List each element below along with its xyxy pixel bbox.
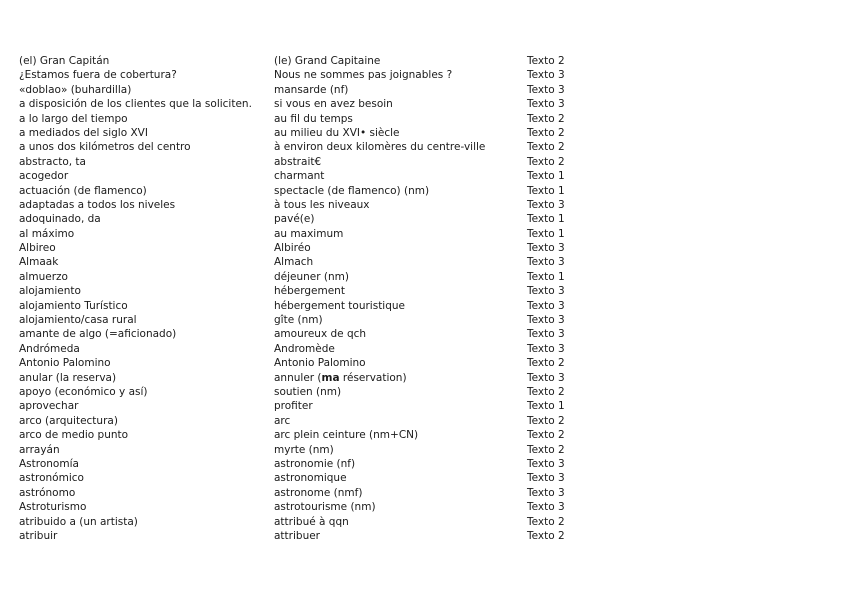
spanish-term: (el) Gran Capitán: [19, 55, 110, 67]
french-term: abstrait€: [274, 155, 322, 168]
texto-reference: Texto 3: [527, 69, 565, 82]
spanish-term: aprovechar: [19, 400, 79, 413]
texto-reference: Texto 3: [527, 242, 565, 255]
table-row: [19, 68, 639, 82]
spanish-term: Antonio Palomino: [19, 357, 111, 370]
french-term: gîte (nm): [274, 314, 323, 327]
spanish-term: arco de medio punto: [19, 429, 129, 442]
french-term: au maximum: [274, 227, 344, 240]
spanish-term: ¿Estamos fuera de cobertura?: [19, 69, 177, 82]
french-term: Albiréo: [274, 242, 311, 255]
table-row: [19, 385, 639, 399]
table-row: [19, 184, 639, 198]
spanish-term: Astroturismo: [19, 501, 87, 514]
french-term: charmant: [274, 170, 325, 183]
spanish-term: a unos dos kilómetros del centro: [19, 141, 191, 154]
texto-reference: Texto 3: [527, 98, 565, 111]
texto-reference: Texto 2: [527, 515, 565, 528]
french-term: à environ deux kilomères du centre-ville: [274, 141, 486, 154]
spanish-term: Almaak: [19, 256, 59, 269]
texto-reference: Texto 2: [527, 112, 565, 125]
french-term: astronomie (nf): [274, 457, 356, 470]
texto-reference: Texto 3: [527, 457, 565, 470]
texto-reference: Texto 2: [527, 155, 565, 168]
spanish-term: a lo largo del tiempo: [19, 112, 128, 125]
spanish-term: arrayán: [19, 443, 60, 456]
texto-reference: Texto 1: [527, 213, 565, 226]
texto-reference: Texto 3: [527, 83, 565, 96]
table-row: [19, 140, 639, 154]
french-term: mansarde (nf): [274, 83, 349, 96]
spanish-term: abstracto, ta: [19, 155, 86, 168]
table-row: [19, 212, 639, 226]
spanish-term: a mediados del siglo XVI: [19, 126, 148, 139]
french-term: à tous les niveaux: [274, 198, 370, 211]
texto-reference: Texto 2: [527, 357, 565, 370]
table-row: [19, 255, 639, 269]
french-term: myrte (nm): [274, 443, 334, 456]
spanish-term: actuación (de flamenco): [19, 184, 147, 197]
french-term-emphasis: ma: [321, 371, 340, 384]
french-term: attribuer: [274, 529, 320, 542]
french-term: si vous en avez besoin: [274, 98, 393, 111]
french-term: au fil du temps: [274, 112, 353, 125]
spanish-term: alojamiento: [19, 285, 81, 298]
french-term: (le) Grand Capitaine: [274, 55, 381, 67]
table-row: [19, 471, 639, 485]
spanish-term: Albireo: [19, 242, 56, 255]
texto-reference: Texto 3: [527, 299, 565, 312]
french-term: profiter: [274, 400, 313, 413]
table-row: [19, 126, 639, 140]
spanish-term: alojamiento/casa rural: [19, 314, 137, 327]
table-row: [19, 399, 639, 413]
french-term: Andromède: [274, 342, 335, 355]
texto-reference: Texto 2: [527, 529, 565, 542]
table-row: [19, 54, 639, 68]
texto-reference: Texto 3: [527, 198, 565, 211]
table-row: [19, 198, 639, 212]
french-term: attribué à qqn: [274, 515, 349, 528]
spanish-term: Astronomía: [19, 457, 79, 470]
french-term: [274, 371, 407, 385]
table-row: [19, 299, 639, 313]
spanish-term: anular (la reserva): [19, 371, 117, 384]
french-term: spectacle (de flamenco) (nm): [274, 184, 430, 197]
spanish-term: a disposición de los clientes que la soliciten.: [19, 98, 252, 111]
texto-reference: Texto 3: [527, 328, 565, 341]
spanish-term: Andrómeda: [19, 342, 80, 355]
texto-reference: Texto 3: [527, 342, 565, 355]
table-row: [19, 270, 639, 284]
french-term: déjeuner (nm): [274, 270, 350, 283]
table-row: [19, 500, 639, 514]
table-row: [19, 284, 639, 298]
french-term: amoureux de qch: [274, 328, 367, 341]
table-row: [19, 227, 639, 241]
french-term: hébergement: [274, 285, 345, 298]
texto-reference: Texto 3: [527, 256, 565, 269]
texto-reference: Texto 3: [527, 314, 565, 327]
table-row: [19, 342, 639, 356]
french-term-part: réservation): [339, 371, 407, 384]
table-row: [19, 428, 639, 442]
table-row: [19, 529, 639, 543]
french-term: arc plein ceinture (nm+CN): [274, 429, 419, 442]
texto-reference: Texto 2: [527, 385, 565, 398]
texto-reference: Texto 3: [527, 472, 565, 485]
texto-reference: Texto 1: [527, 270, 565, 283]
french-term-part: annuler (: [274, 371, 322, 384]
texto-reference: Texto 2: [527, 429, 565, 442]
texto-reference: Texto 1: [527, 400, 565, 413]
texto-reference: Texto 3: [527, 486, 565, 499]
french-term: pavé(e): [274, 213, 315, 226]
texto-reference: Texto 1: [527, 184, 565, 197]
spanish-term: almuerzo: [19, 270, 68, 283]
spanish-term: adoquinado, da: [19, 213, 101, 226]
table-row: [19, 486, 639, 500]
texto-reference: Texto 2: [527, 126, 565, 139]
table-row: [19, 97, 639, 111]
table-row: [19, 457, 639, 471]
french-term: hébergement touristique: [274, 299, 406, 312]
table-row: [19, 241, 639, 255]
french-term: arc: [274, 414, 291, 427]
texto-reference: Texto 3: [527, 285, 565, 298]
spanish-term: adaptadas a todos los niveles: [19, 198, 176, 211]
french-term: astronomique: [274, 472, 347, 485]
spanish-term: alojamiento Turístico: [19, 299, 128, 312]
french-term: Almach: [274, 256, 314, 269]
spanish-term: al máximo: [19, 227, 75, 240]
texto-reference: Texto 1: [527, 227, 565, 240]
texto-reference: Texto 3: [527, 371, 565, 384]
french-term: soutien (nm): [274, 385, 342, 398]
spanish-term: atribuir: [19, 529, 58, 542]
spanish-term: astronómico: [19, 472, 84, 485]
spanish-term: «doblao» (buhardilla): [19, 83, 132, 96]
spanish-term: atribuido a (un artista): [19, 515, 138, 528]
table-row: [19, 313, 639, 327]
french-term: Antonio Palomino: [274, 357, 366, 370]
table-row: [19, 356, 639, 370]
spanish-term: apoyo (económico y así): [19, 385, 148, 398]
french-term: astronome (nmf): [274, 486, 363, 499]
table-row: [19, 83, 639, 97]
spanish-term: acogedor: [19, 170, 69, 183]
table-row: [19, 327, 639, 341]
spanish-term: astrónomo: [19, 486, 76, 499]
table-row: [19, 169, 639, 183]
texto-reference: Texto 2: [527, 414, 565, 427]
texto-reference: Texto 2: [527, 443, 565, 456]
texto-reference: Texto 2: [527, 141, 565, 154]
table-row: [19, 443, 639, 457]
french-term: astrotourisme (nm): [274, 501, 376, 514]
french-term: au milieu du XVI• siècle: [274, 126, 400, 139]
vocabulary-sheet: [19, 54, 639, 543]
texto-reference: Texto 1: [527, 170, 565, 183]
spanish-term: amante de algo (=aficionado): [19, 328, 177, 341]
spanish-term: arco (arquitectura): [19, 414, 118, 427]
texto-reference: Texto 2: [527, 55, 565, 67]
french-term: Nous ne sommes pas joignables ?: [274, 69, 453, 82]
table-row: [19, 112, 639, 126]
table-row: [19, 155, 639, 169]
table-row: [19, 414, 639, 428]
table-row: [19, 515, 639, 529]
texto-reference: Texto 3: [527, 501, 565, 514]
table-row: [19, 371, 639, 385]
